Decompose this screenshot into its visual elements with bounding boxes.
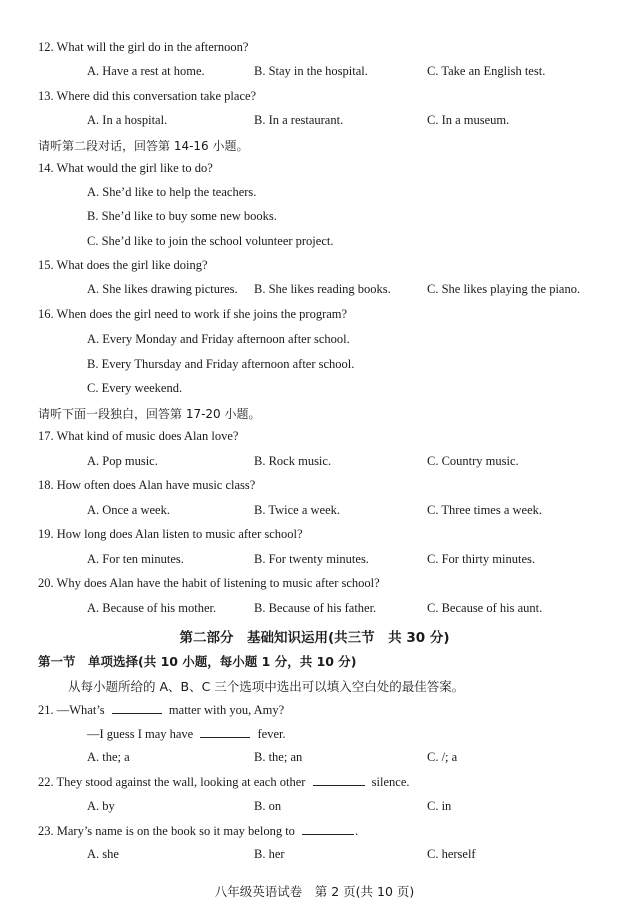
question-19-stem: 19. How long does Alan listen to music after school? (38, 527, 303, 541)
option-b: B. Because of his father. (254, 601, 377, 615)
question-17-stem: 17. What kind of music does Alan love? (38, 429, 239, 443)
q21-stem-pre: 21. —What’s (38, 703, 105, 717)
option-a: A. Once a week. (87, 503, 170, 517)
option-a: A. she (87, 847, 119, 861)
option-c: C. She likes playing the piano. (427, 282, 581, 296)
q22-stem-pre: 22. They stood against the wall, looking at each other (38, 775, 306, 789)
option-b: B. her (254, 847, 285, 861)
part-two-heading: 第二部分 基础知识运用(共三节 共 30 分) (179, 630, 450, 646)
option-b: B. She likes reading books. (254, 282, 391, 296)
option-a: A. For ten minutes. (87, 552, 184, 566)
option-a: A. Have a rest at home. (87, 64, 205, 78)
q21-line2-post: fever. (257, 727, 286, 741)
option-b: B. Twice a week. (254, 503, 341, 517)
option-c: C. Three times a week. (427, 503, 543, 517)
section-one-heading: 第一节 单项选择(共 10 小题，每小题 1 分，共 10 分) (38, 654, 357, 669)
option-a: A. by (87, 799, 115, 813)
option-a: A. Because of his mother. (87, 601, 217, 615)
option-c: C. For thirty minutes. (427, 552, 535, 566)
listening-instruction-1: 请听第二段对话，回答第 14-16 小题。 (38, 139, 249, 153)
option-b: B. For twenty minutes. (254, 552, 369, 566)
answer-blank (200, 726, 250, 738)
question-18-stem: 18. How often does Alan have music class? (38, 478, 256, 492)
option-b: B. In a restaurant. (254, 113, 344, 127)
option-b: B. the; an (254, 750, 303, 764)
question-20-stem: 20. Why does Alan have the habit of listening to music after school? (38, 576, 380, 590)
option-a: A. Pop music. (87, 454, 158, 468)
option-b: B. on (254, 799, 282, 813)
question-21-line-2 (87, 726, 286, 742)
question-22-stem (38, 774, 410, 790)
question-12-stem: 12. What will the girl do in the afternoon? (38, 40, 249, 54)
q23-stem-post: . (355, 824, 359, 838)
option-c: C. /; a (427, 750, 458, 764)
question-21-line-1 (38, 702, 284, 718)
question-14-option-c: C. She’d like to join the school volunteer project. (87, 234, 334, 248)
option-c: C. Take an English test. (427, 64, 546, 78)
question-16-option-b: B. Every Thursday and Friday afternoon after school. (87, 357, 355, 371)
option-b: B. Rock music. (254, 454, 332, 468)
question-15-stem: 15. What does the girl like doing? (38, 258, 208, 272)
page-footer: 八年级英语试卷 第 2 页(共 10 页) (214, 884, 415, 899)
question-14-option-b: B. She’d like to buy some new books. (87, 209, 277, 223)
section-directive: 从每小题所给的 A、B、C 三个选项中选出可以填入空白处的最佳答案。 (68, 679, 465, 694)
q21-stem-post: matter with you, Amy? (168, 703, 285, 717)
question-14-stem: 14. What would the girl like to do? (38, 161, 213, 175)
question-23-stem (38, 823, 358, 839)
answer-blank (302, 823, 354, 835)
answer-blank (112, 702, 162, 714)
option-c: C. Because of his aunt. (427, 601, 543, 615)
option-c: C. In a museum. (427, 113, 510, 127)
option-c: C. Country music. (427, 454, 519, 468)
option-a: A. She likes drawing pictures. (87, 282, 238, 296)
q23-stem-pre: 23. Mary’s name is on the book so it may belong to (38, 824, 295, 838)
question-13-stem: 13. Where did this conversation take place? (38, 89, 257, 103)
q21-line2-pre: —I guess I may have (87, 727, 194, 741)
option-b: B. Stay in the hospital. (254, 64, 368, 78)
option-c: C. herself (427, 847, 476, 861)
question-16-stem: 16. When does the girl need to work if she joins the program? (38, 307, 348, 321)
option-c: C. in (427, 799, 452, 813)
question-16-option-a: A. Every Monday and Friday afternoon after school. (87, 332, 350, 346)
option-a: A. the; a (87, 750, 130, 764)
question-16-option-c: C. Every weekend. (87, 381, 183, 395)
answer-blank (313, 774, 365, 786)
option-a: A. In a hospital. (87, 113, 168, 127)
q22-stem-post: silence. (371, 775, 410, 789)
listening-instruction-2: 请听下面一段独白，回答第 17-20 小题。 (38, 407, 261, 421)
question-14-option-a: A. She’d like to help the teachers. (87, 185, 257, 199)
